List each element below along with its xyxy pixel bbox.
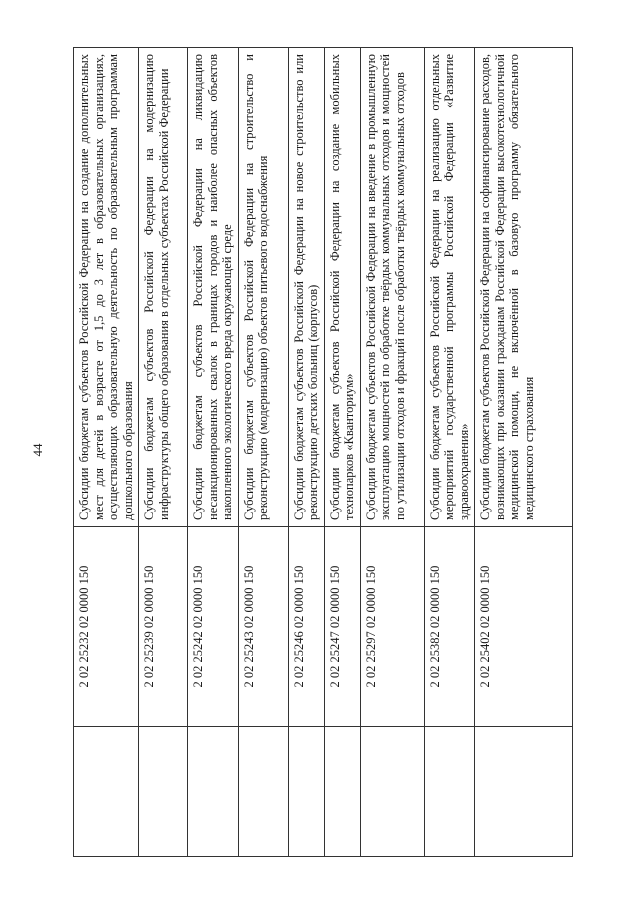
row-description: Субсидии бюджетам субъектов Российской Федерации на софинансирование расходов, возникающих при оказании гражданам Российской Федерации высокотехнологичной медицинской помощи, не включённой в базовую программу обязательного медицинского страхования [475, 48, 573, 527]
row-description: Субсидии бюджетам субъектов Российской Федерации на ликвидацию несанкционированных свалок в границах городов и наиболее опасных объектов накопленного экологического вреда окружающей среде [188, 48, 239, 527]
table-row [324, 48, 360, 857]
budget-classification-table [73, 47, 573, 857]
empty-cell [360, 727, 424, 857]
row-description: Субсидии бюджетам субъектов Российской Федерации на модернизацию инфраструктуры общего образования в отдельных субъектах Российской Федерации [139, 48, 188, 527]
table-row [475, 48, 573, 857]
table-row [74, 48, 139, 857]
row-description: Субсидии бюджетам субъектов Российской Федерации на строительство и реконструкцию (модернизацию) объектов питьевого водоснабжения [238, 48, 288, 527]
page-number: 44 [30, 443, 45, 457]
classification-code: 2 02 25232 02 0000 150 [74, 527, 139, 727]
classification-code: 2 02 25242 02 0000 150 [188, 527, 239, 727]
empty-cell [475, 727, 573, 857]
row-description: Субсидии бюджетам субъектов Российской Федерации на новое строительство или реконструкцию детских больниц (корпусов) [288, 48, 324, 527]
row-description: Субсидии бюджетам субъектов Российской Федерации на введение в промышленную эксплуатацию мощностей по обработке твёрдых коммунальных отходов и мощностей по утилизации отходов и фракций после обработки твёрдых коммунальных отходов [360, 48, 424, 527]
empty-cell [139, 727, 188, 857]
classification-code: 2 02 25382 02 0000 150 [424, 527, 475, 727]
table-row [360, 48, 424, 857]
empty-cell [324, 727, 360, 857]
classification-code: 2 02 25402 02 0000 150 [475, 527, 573, 727]
empty-cell [188, 727, 239, 857]
row-description: Субсидии бюджетам субъектов Российской Федерации на создание мобильных технопарков «Кванториум» [324, 48, 360, 527]
table-row [424, 48, 475, 857]
table-row [288, 48, 324, 857]
classification-code: 2 02 25247 02 0000 150 [324, 527, 360, 727]
table-row [238, 48, 288, 857]
table-row [139, 48, 188, 857]
row-description: Субсидии бюджетам субъектов Российской Федерации на реализацию отдельных мероприятий государственной программы Российской Федерации «Развитие здравоохранения» [424, 48, 475, 527]
rotated-page-content [73, 47, 563, 857]
classification-code: 2 02 25297 02 0000 150 [360, 527, 424, 727]
empty-cell [238, 727, 288, 857]
table-row [188, 48, 239, 857]
classification-code: 2 02 25239 02 0000 150 [139, 527, 188, 727]
empty-cell [424, 727, 475, 857]
empty-cell [288, 727, 324, 857]
classification-code: 2 02 25243 02 0000 150 [238, 527, 288, 727]
row-description: Субсидии бюджетам субъектов Российской Федерации на создание дополнительных мест для детей в возрасте от 1,5 до 3 лет в образовательных организациях, осуществляющих образовательную деятельность по образовательным программам дошкольного образования [74, 48, 139, 527]
empty-cell [74, 727, 139, 857]
classification-code: 2 02 25246 02 0000 150 [288, 527, 324, 727]
